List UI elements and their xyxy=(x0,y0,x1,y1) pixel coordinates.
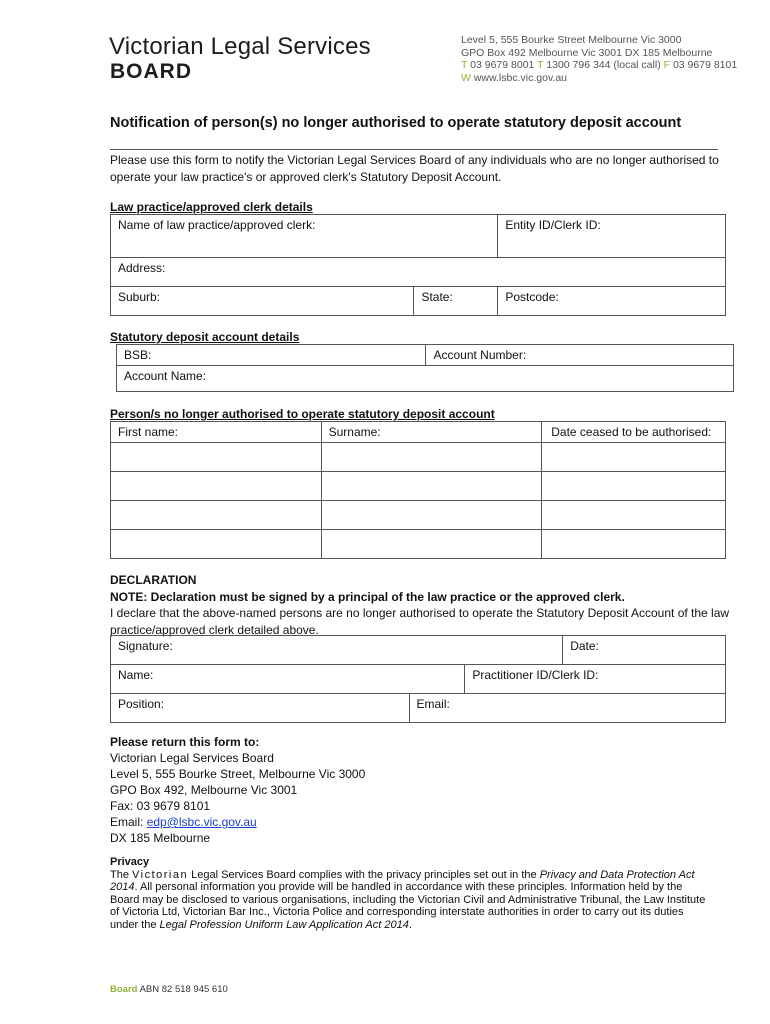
privacy-text-part: Victorian xyxy=(132,868,189,881)
practice-details-table xyxy=(110,214,726,316)
name-field[interactable]: Name: xyxy=(111,665,465,694)
privacy-act-title: Privacy and Data Protection Act 2014 xyxy=(110,868,695,893)
first-name-cell[interactable] xyxy=(111,443,322,472)
email-field[interactable]: Email: xyxy=(409,694,726,723)
date-cell[interactable] xyxy=(542,472,726,501)
date-field[interactable]: Date: xyxy=(563,636,726,665)
table-row xyxy=(111,443,726,472)
form-intro: Please use this form to notify the Victorian Legal Services Board of any individuals who are no longer authorised to operate your law practice's or approved clerk's Statutory Deposit Account. xyxy=(110,153,719,184)
return-heading: Please return this form to: xyxy=(110,735,260,749)
declaration-block xyxy=(110,572,730,638)
footer-board: Board xyxy=(110,984,138,995)
col-surname: Surname: xyxy=(321,422,542,443)
account-details-table xyxy=(116,344,734,392)
date-cell[interactable] xyxy=(542,501,726,530)
return-email-link[interactable]: edp@lsbc.vic.gov.au xyxy=(146,815,257,829)
first-name-cell[interactable] xyxy=(111,530,322,559)
position-field[interactable]: Position: xyxy=(111,694,410,723)
return-address-block xyxy=(110,734,710,846)
return-line: Fax: 03 9679 8101 xyxy=(110,799,211,813)
title-divider xyxy=(110,149,718,150)
practice-section-heading: Law practice/approved clerk details xyxy=(110,200,313,214)
logo-text-line2: BOARD xyxy=(110,60,192,83)
contact-gpo: GPO Box 492 Melbourne Vic 3001 DX 185 Melbourne xyxy=(461,46,713,59)
footer-abn: ABN 82 518 945 610 xyxy=(137,984,228,995)
return-line: Level 5, 555 Bourke Street, Melbourne Vic 3000 xyxy=(110,767,366,781)
form-title: Notification of person(s) no longer authorised to operate statutory deposit account xyxy=(110,115,682,131)
first-name-cell[interactable] xyxy=(111,472,322,501)
footer xyxy=(110,984,228,995)
table-row xyxy=(111,472,726,501)
phone-value: 03 9679 8001 xyxy=(467,59,538,71)
phone2-value: 1300 796 344 (local call) xyxy=(543,59,664,71)
contact-block xyxy=(461,34,737,84)
return-email-label: Email: xyxy=(110,815,147,829)
privacy-text-part: . xyxy=(408,918,412,931)
entity-id-field[interactable]: Entity ID/Clerk ID: xyxy=(498,215,726,258)
contact-phone xyxy=(461,59,737,72)
date-cell[interactable] xyxy=(542,530,726,559)
return-line: Victorian Legal Services Board xyxy=(110,751,274,765)
web-label: W xyxy=(461,71,471,84)
account-number-field[interactable]: Account Number: xyxy=(426,345,734,366)
persons-table xyxy=(110,421,726,559)
fax-value: 03 9679 8101 xyxy=(670,59,738,71)
col-date-ceased: Date ceased to be authorised: xyxy=(542,422,726,443)
practitioner-id-field[interactable]: Practitioner ID/Clerk ID: xyxy=(465,665,726,694)
privacy-block xyxy=(110,856,710,931)
contact-address: Level 5, 555 Bourke Street Melbourne Vic 3000 xyxy=(461,34,682,46)
phone-label: T xyxy=(461,59,468,71)
uniform-law-act-title: Legal Profession Uniform Law Application Act 2014 xyxy=(159,918,409,931)
persons-section-heading: Person/s no longer authorised to operate statutory deposit account xyxy=(110,407,495,421)
declaration-heading: DECLARATION xyxy=(110,573,197,587)
practice-name-field[interactable]: Name of law practice/approved clerk: xyxy=(111,215,498,258)
contact-web xyxy=(461,72,737,85)
col-first-name: First name: xyxy=(111,422,322,443)
privacy-text-part: . All personal information you provide will be handled in accordance with these principles. Information held by the Board may be disclosed to various organisations, including the Victorian Civil and Administrative Tribunal, the Law Institute of Victoria Ltd, Victorian Bar Inc., Victoria Police and corresponding interstate authorities in order to carry out its duties under the xyxy=(110,881,706,931)
return-line: GPO Box 492, Melbourne Vic 3001 xyxy=(110,783,298,797)
table-row xyxy=(111,501,726,530)
return-line: DX 185 Melbourne xyxy=(110,831,211,845)
surname-cell[interactable] xyxy=(321,472,542,501)
table-row xyxy=(111,530,726,559)
declaration-note: NOTE: Declaration must be signed by a principal of the law practice or the approved clerk. xyxy=(110,589,625,604)
signature-field[interactable]: Signature: xyxy=(111,636,563,665)
first-name-cell[interactable] xyxy=(111,501,322,530)
date-cell[interactable] xyxy=(542,443,726,472)
privacy-heading: Privacy xyxy=(110,856,150,868)
address-field[interactable]: Address: xyxy=(111,258,726,287)
surname-cell[interactable] xyxy=(321,443,542,472)
privacy-text-part: The xyxy=(110,868,133,881)
phone2-label: T xyxy=(537,59,544,71)
return-email-line xyxy=(110,814,710,830)
surname-cell[interactable] xyxy=(321,501,542,530)
declaration-text: I declare that the above-named persons are no longer authorised to operate the Statutory Deposit Account of the law practice/approved clerk detailed above. xyxy=(110,606,730,637)
privacy-text xyxy=(110,869,710,932)
account-name-field[interactable]: Account Name: xyxy=(117,366,734,392)
postcode-field[interactable]: Postcode: xyxy=(498,287,726,316)
account-section-heading: Statutory deposit account details xyxy=(110,330,300,344)
bsb-field[interactable]: BSB: xyxy=(117,345,426,366)
state-field[interactable]: State: xyxy=(414,287,498,316)
web-value: www.lsbc.vic.gov.au xyxy=(470,71,568,84)
privacy-text-part: Legal Services Board complies with the privacy principles set out in the xyxy=(188,868,540,881)
logo-text-line1: Victorian Legal Services xyxy=(109,33,371,60)
suburb-field[interactable]: Suburb: xyxy=(111,287,414,316)
declaration-table xyxy=(110,635,726,723)
fax-label: F xyxy=(663,59,671,71)
surname-cell[interactable] xyxy=(321,530,542,559)
